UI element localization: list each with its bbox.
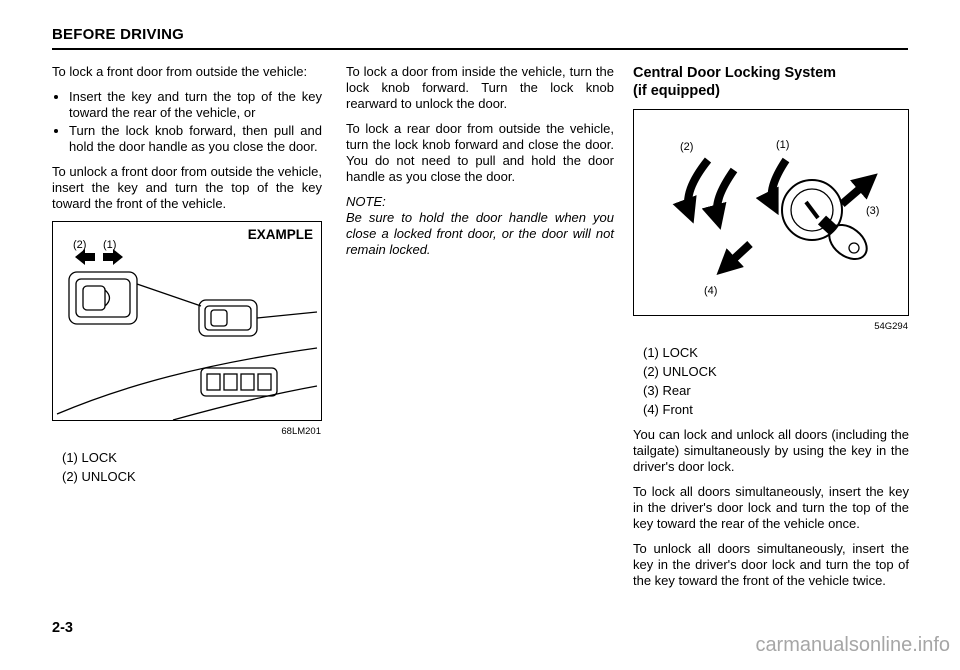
figure-callout-1: (1) bbox=[776, 139, 790, 151]
section-header: BEFORE DRIVING bbox=[52, 26, 184, 43]
lock-knob-arrows bbox=[75, 249, 123, 265]
figure-callout-4: (4) bbox=[704, 285, 718, 297]
inset-door-handle bbox=[69, 272, 137, 324]
figure-callout-2: (2) bbox=[73, 239, 87, 251]
door-panel-handle bbox=[199, 300, 317, 336]
paragraph-unlock-front-door: To unlock a front door from outside the vehicle, insert the key and turn the top of the key toward the front of the vehicle. bbox=[52, 164, 322, 211]
key-lock-illustration bbox=[634, 110, 908, 315]
legend-item: (2) UNLOCK bbox=[62, 469, 136, 484]
paragraph-lock-inside: To lock a door from inside the vehicle, turn the lock knob forward. Turn the lock knob rearward to unlock the door. bbox=[346, 64, 614, 111]
legend-item: (4) Front bbox=[643, 402, 693, 417]
note-label: NOTE: bbox=[346, 194, 386, 209]
paragraph-unlock-all-doors: To unlock all doors simultaneously, insert the key in the driver's door lock and turn the top of the key toward the front of the vehicle twice. bbox=[633, 541, 909, 588]
middle-column bbox=[346, 64, 614, 267]
paragraph-lock-all-doors: To lock all doors simultaneously, insert the key in the driver's door lock and turn the top of the key toward the rear of the vehicle once. bbox=[633, 484, 909, 531]
legend-item: (1) LOCK bbox=[643, 345, 698, 360]
right-column bbox=[633, 64, 909, 598]
figure-caption: 68LM201 bbox=[281, 426, 321, 437]
note-text: Be sure to hold the door handle when you close a locked front door, or the door will not remain locked. bbox=[346, 210, 614, 257]
central-locking-figure bbox=[633, 109, 909, 316]
list-item: • Turn the lock knob forward, then pull and hold the door handle as you close the door. bbox=[69, 123, 322, 155]
example-label: EXAMPLE bbox=[247, 227, 313, 242]
page-number: 2-3 bbox=[52, 620, 73, 636]
header-rule bbox=[52, 48, 908, 50]
paragraph-lock-all-doors-intro: You can lock and unlock all doors (including the tailgate) simultaneously by using the key in the driver's door lock. bbox=[633, 427, 909, 474]
figure-legend bbox=[633, 344, 909, 418]
door-handle-figure bbox=[52, 221, 322, 421]
list-item: • Insert the key and turn the top of the key toward the rear of the vehicle, or bbox=[69, 89, 322, 121]
figure-callout-2: (2) bbox=[680, 141, 694, 153]
figure-callout-3: (3) bbox=[866, 205, 880, 217]
figure-callout-1: (1) bbox=[103, 239, 117, 251]
section-title-line2: (if equipped) bbox=[633, 83, 720, 99]
paragraph-lock-rear-door: To lock a rear door from outside the vehicle, turn the lock knob forward and close the door. You do not need to pull and hold the door handle as you close the door. bbox=[346, 121, 614, 184]
window-switch-cluster bbox=[201, 368, 277, 396]
left-column bbox=[52, 64, 322, 494]
legend-item: (3) Rear bbox=[643, 383, 691, 398]
legend-item: (2) UNLOCK bbox=[643, 364, 717, 379]
door-lock-illustration bbox=[53, 222, 321, 420]
legend-item: (1) LOCK bbox=[62, 450, 117, 465]
section-title bbox=[633, 64, 909, 100]
door-panel-contour bbox=[57, 348, 317, 420]
paragraph-lock-front-door: To lock a front door from outside the vehicle: bbox=[52, 64, 308, 79]
section-title-line1: Central Door Locking System bbox=[633, 65, 837, 81]
figure-caption: 54G294 bbox=[874, 321, 908, 332]
lock-method-list bbox=[52, 89, 322, 155]
leader-line bbox=[137, 284, 201, 306]
figure-legend bbox=[52, 449, 322, 485]
watermark: carmanualsonline.info bbox=[755, 634, 950, 656]
